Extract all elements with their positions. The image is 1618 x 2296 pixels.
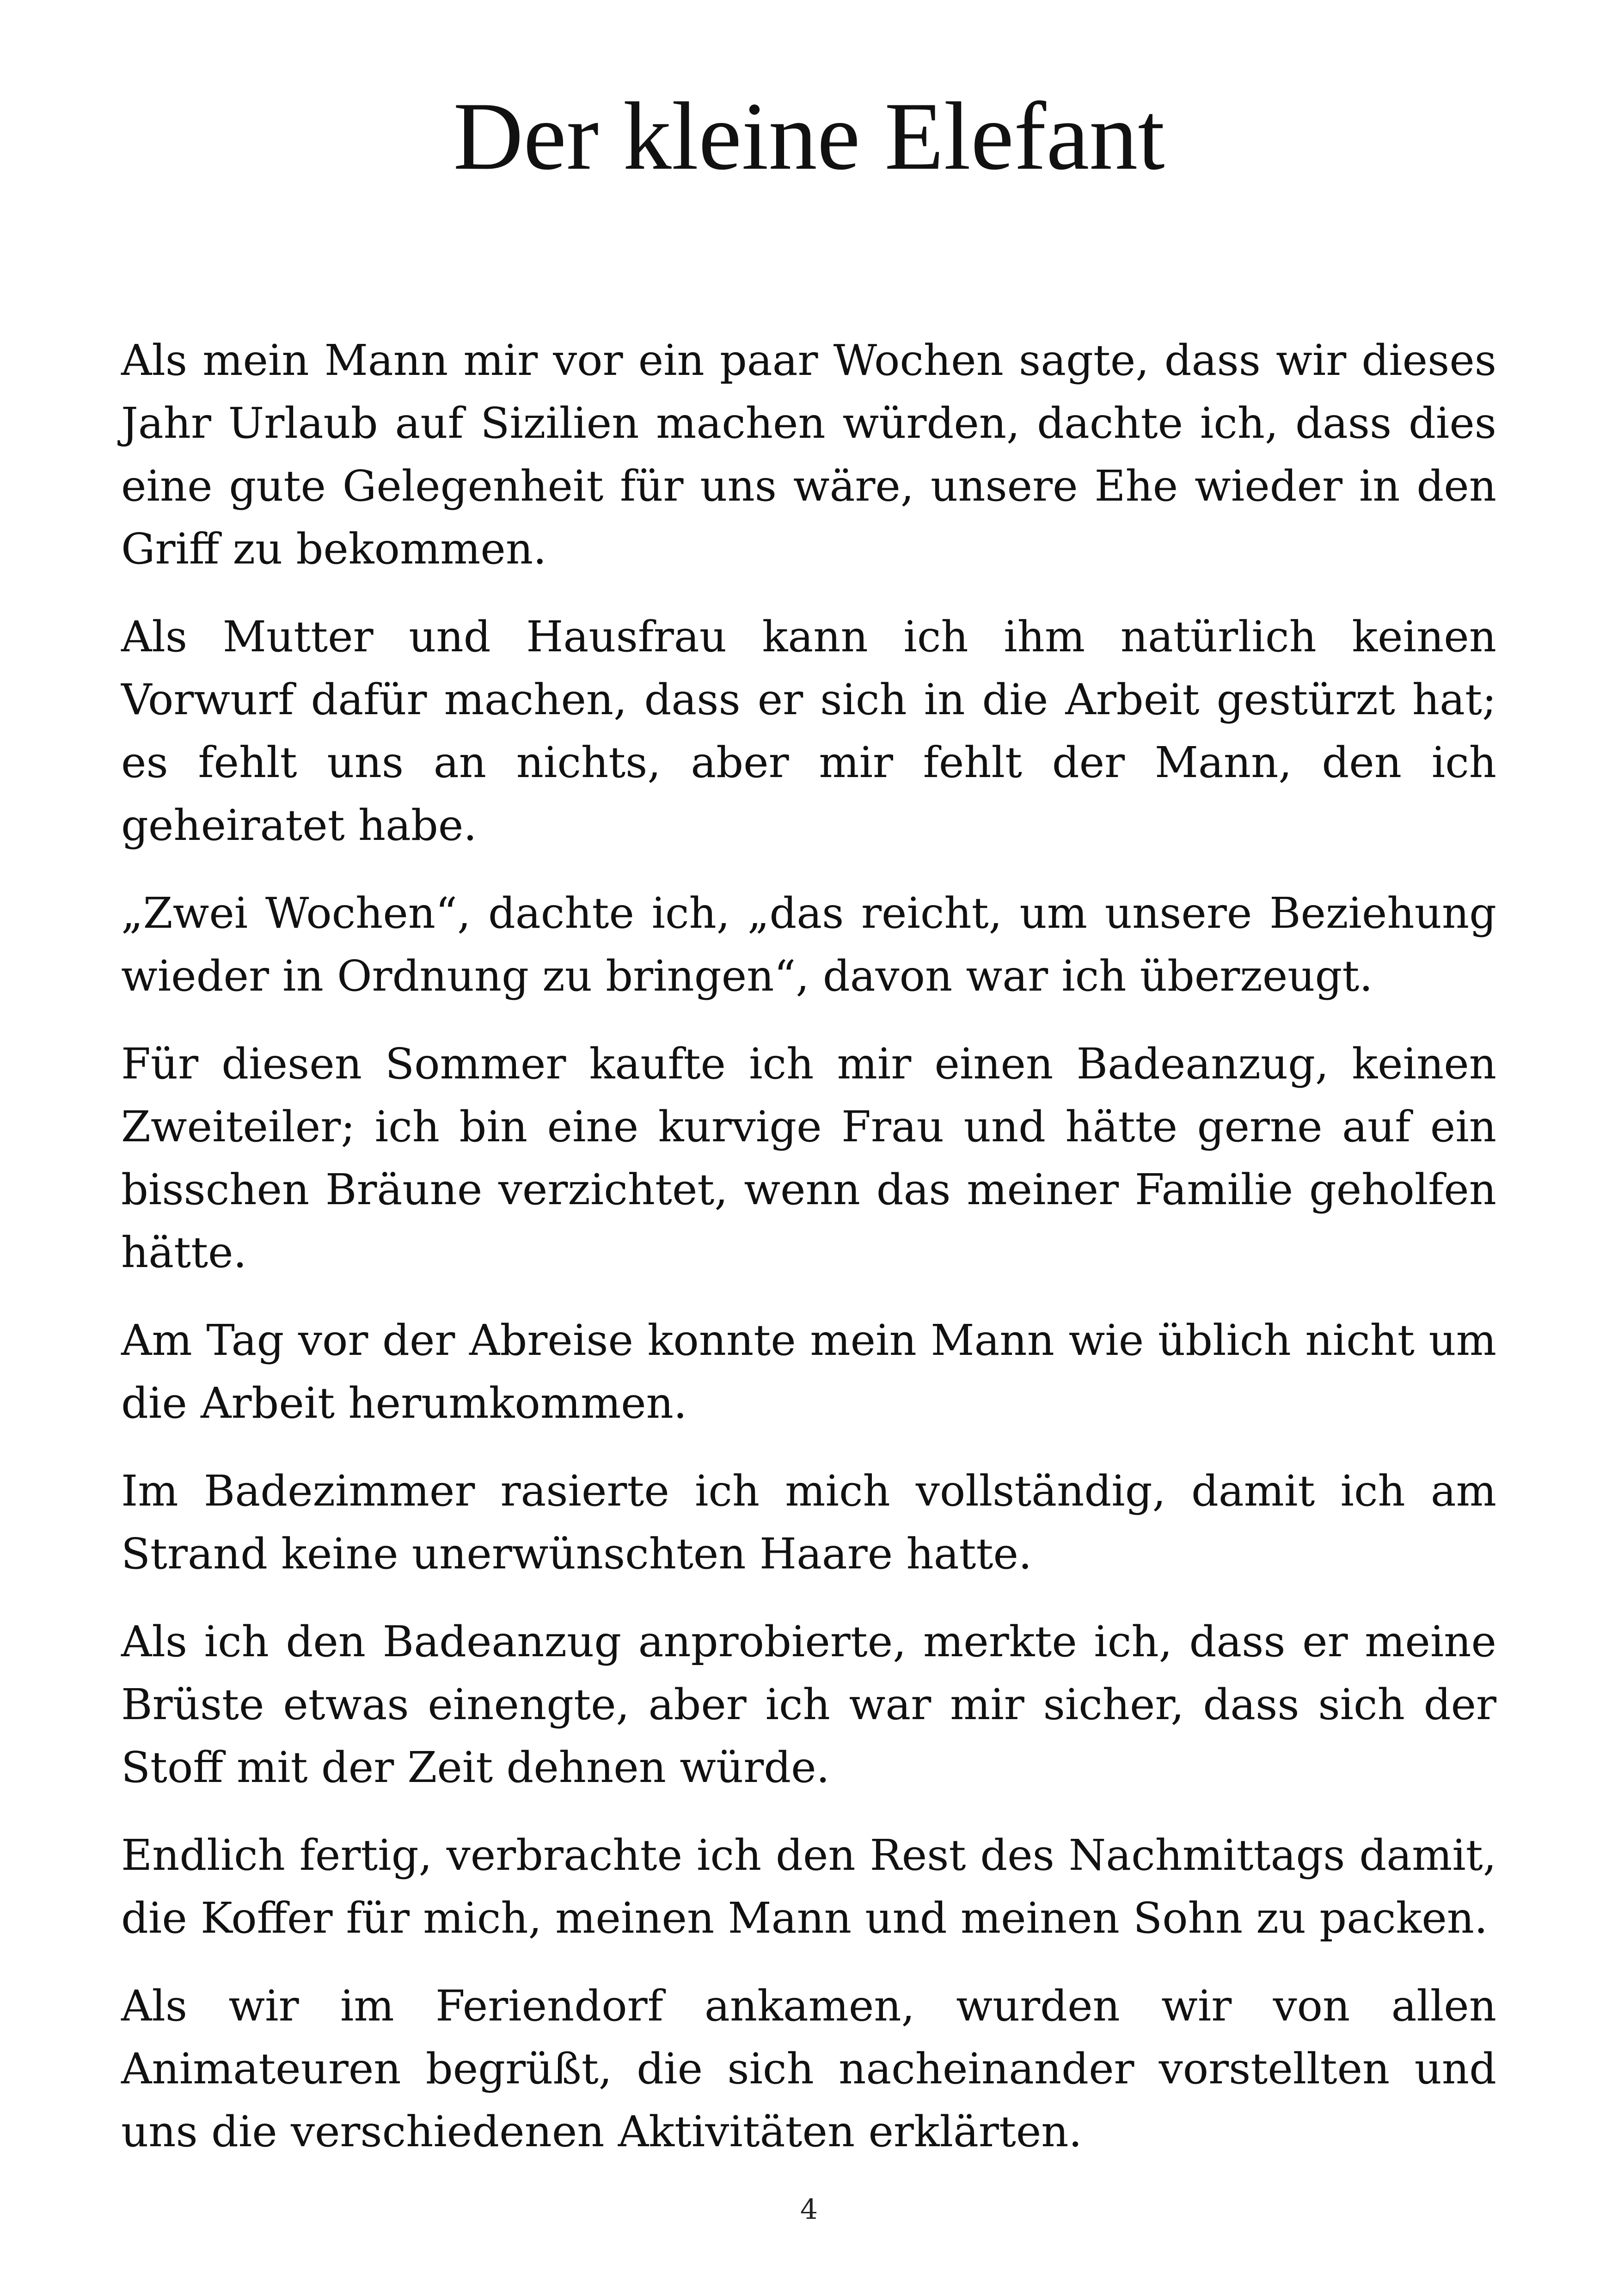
body-text	[121, 329, 1496, 2188]
page-title: Der kleine Elefant	[453, 83, 1165, 190]
paragraph: Als ich den Badeanzug anprobierte, merkte ich, dass er meine Brüste etwas einengte, aber ich war mir sicher, dass sich der Stoff mit der Zeit dehnen würde.	[121, 1617, 1496, 1792]
paragraph: Als mein Mann mir vor ein paar Wochen sagte, dass wir dieses Jahr Urlaub auf Sizilien machen würden, dachte ich, dass dies eine gute Gelegenheit für uns wäre, unsere Ehe wieder in den Griff zu bekommen.	[121, 336, 1496, 574]
paragraph: Als Mutter und Hausfrau kann ich ihm natürlich keinen Vorwurf dafür machen, dass er sich in die Arbeit gestürzt hat; es fehlt uns an nichts, aber mir fehlt der Mann, den ich geheiratet habe.	[121, 612, 1496, 850]
paragraph: „Zwei Wochen“, dachte ich, „das reicht, um unsere Beziehung wieder in Ordnung zu bringen“, davon war ich überzeugt.	[121, 888, 1496, 1001]
paragraph: Als wir im Feriendorf ankamen, wurden wir von allen Animateuren begrüßt, die sich nacheinander vorstellten und uns die verschiedenen Aktivitäten erklärten.	[121, 1981, 1496, 2156]
paragraph: Am Tag vor der Abreise konnte mein Mann wie üblich nicht um die Arbeit herumkommen.	[121, 1316, 1496, 1428]
paragraph: Endlich fertig, verbrachte ich den Rest des Nachmittags damit, die Koffer für mich, meinen Mann und meinen Sohn zu packen.	[121, 1831, 1496, 1943]
paragraph: Im Badezimmer rasierte ich mich vollständig, damit ich am Strand keine unerwünschten Haare hatte.	[121, 1466, 1496, 1579]
paragraph: Für diesen Sommer kaufte ich mir einen Badeanzug, keinen Zweiteiler; ich bin eine kurvige Frau und hätte gerne auf ein bisschen Bräune verzichtet, wenn das meiner Familie geholfen hätte.	[121, 1039, 1496, 1277]
page-number: 4	[800, 2193, 818, 2226]
